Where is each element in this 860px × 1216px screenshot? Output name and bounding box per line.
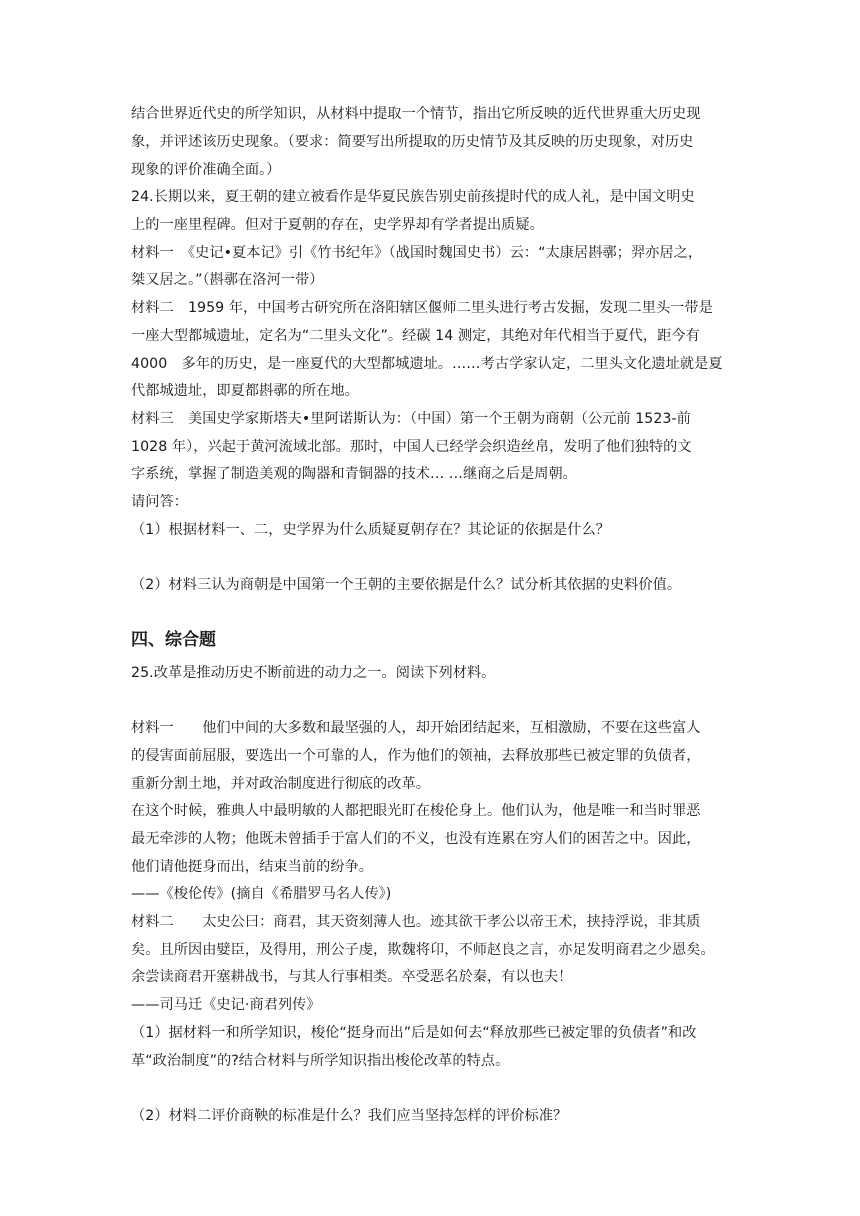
question-24-line: 24.长期以来，夏王朝的建立被看作是华夏民族告别史前孩提时代的成人礼，是中国文明史 bbox=[131, 189, 695, 205]
sub-question-1: （1）根据材料一、二，史学界为什么质疑夏朝存在？其论证的依据是什么？ bbox=[131, 522, 610, 538]
text-line: 他们请他挺身而出，结束当前的纷争。 bbox=[131, 859, 374, 875]
prompt-line: 请问答： bbox=[131, 494, 188, 510]
text-line: 4000 多年的历史，是一座夏代的大型都城遗址。……考古学家认定，二里头文化遗址就是夏 bbox=[131, 356, 723, 372]
text-line: 1028 年），兴起于黄河流域北部。那时，中国人已经学会织造丝帛，发明了他们独特的文 bbox=[131, 439, 692, 455]
text-line: 结合世界近代史的所学知识，从材料中提取一个情节，指出它所反映的近代世界重大历史现 bbox=[131, 106, 701, 122]
section-heading: 四、综合题 bbox=[131, 630, 216, 650]
text-line: 在这个时候，雅典人中最明敏的人都把眼光盯在梭伦身上。他们认为，他是唯一和当时罪恶 bbox=[131, 803, 701, 819]
source-line: ——司马迁《史记·商君列传》 bbox=[131, 997, 321, 1013]
text-line: 上的一座里程碑。但对于夏朝的存在，史学界却有学者提出质疑。 bbox=[131, 217, 544, 233]
source-line: ——《梭伦传》(摘自《希腊罗马名人传》) bbox=[131, 886, 392, 902]
material-2-line: 材料二 太史公曰：商君，其天资刻薄人也。迹其欲干孝公以帝王术，挟持浮说，非其质 bbox=[131, 914, 701, 930]
question-25-line: 25.改革是推动历史不断前进的动力之一。阅读下列材料。 bbox=[131, 665, 496, 681]
text-line: 代都城遗址，即夏都斟鄩的所在地。 bbox=[131, 383, 359, 399]
sub-question-1: （1）据材料一和所学知识，梭伦“挺身而出”后是如何去“释放那些已被定罪的负债者”和改 bbox=[131, 1025, 697, 1041]
sub-question-2: （2）材料三认为商朝是中国第一个王朝的主要依据是什么？试分析其依据的史料价值。 bbox=[131, 577, 682, 593]
text-line: 现象的评价准确全面。） bbox=[131, 162, 281, 178]
text-line: 重新分割土地，并对政治制度进行彻底的改革。 bbox=[131, 776, 430, 792]
text-line: 革“政治制度”的?结合材料与所学知识指出梭伦改革的特点。 bbox=[131, 1053, 510, 1069]
text-line: 矣。且所因由嬖臣，及得用，刑公子虔，欺魏将卬，不师赵良之言，亦足发明商君之少恩矣。 bbox=[131, 942, 715, 958]
material-3-line: 材料三 美国史学家斯塔夫•里阿诺斯认为：（中国）第一个王朝为商朝（公元前 1523-前 bbox=[131, 411, 691, 427]
text-line: 象，并评述该历史现象。（要求：简要写出所提取的历史情节及其反映的历史现象，对历史 bbox=[131, 134, 694, 150]
text-line: 的侵害面前屈服，要选出一个可靠的人，作为他们的领袖，去释放那些已被定罪的负债者， bbox=[131, 748, 701, 764]
sub-question-2: （2）材料二评价商鞅的标准是什么？我们应当坚持怎样的评价标准？ bbox=[131, 1108, 568, 1124]
text-line: 一座大型都城遗址，定名为“二里头文化”。经碳 14 测定，其绝对年代相当于夏代，距今有 bbox=[131, 328, 700, 344]
text-line: 桀又居之。”（斟鄩在洛河一带） bbox=[131, 272, 324, 288]
material-1-line: 材料一 《史记•夏本记》引《竹书纪年》（战国时魏国史书）云：“太康居斟鄩；羿亦居之， bbox=[131, 245, 703, 261]
text-line: 余尝读商君开塞耕战书，与其人行事相类。卒受恶名於秦，有以也夫！ bbox=[131, 969, 573, 985]
text-line: 最无牵涉的人物；他既未曾插手于富人们的不义，也没有连累在穷人们的困苦之中。因此， bbox=[131, 831, 701, 847]
material-1-line: 材料一 他们中间的大多数和最坚强的人，却开始团结起来，互相激励，不要在这些富人 bbox=[131, 720, 701, 736]
material-2-line: 材料二 1959 年，中国考古研究所在洛阳辖区偃师二里头进行考古发掘，发现二里头一带是 bbox=[131, 300, 713, 316]
text-line: 字系统，掌握了制造美观的陶器和青铜器的技术… …继商之后是周朝。 bbox=[131, 466, 577, 482]
